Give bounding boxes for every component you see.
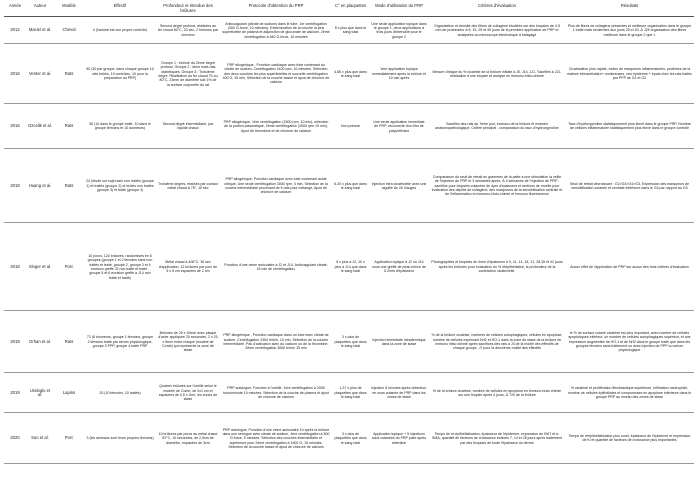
header-year: Année bbox=[4, 2, 26, 17]
cell-protocole: PRP allogénique, Ponction cardiaque avec tube contenant acide citrique, Une seule centrifugation 3000 rpm, 4 min. Sélection de la couche intermédiaire provenant de 6 rats pour mélange, Ajout de chlorure de calcium bbox=[220, 149, 332, 223]
cell-model: Porc bbox=[54, 413, 84, 464]
cell-year: 2016 bbox=[4, 104, 26, 149]
cell-profondeur: Métal chaud à 400°C, 30 sec d'application, 12 brûlures par porc de 5 x 5 cm espacées de 2 cm bbox=[156, 223, 220, 311]
cell-resultats: Plus de fibres de collagène présentes et meilleure organisation dans le groupe 1 traité mais seulement aux jours 25 et 40, À J25 organisation des fibres meilleure dans le groupe 2 que 1 bbox=[565, 17, 694, 44]
cell-resultats: le % de surface cutané cicatrisé est plus important, avec nombre de cellules apoptotiques inférieur, un nombre de cellules autophagiques supérieur, et une expression augmentée de HO-1 et de Nrf2 dans le groupe traité que dans les groupes témoins sans traitement ou avec injection de PPP ou sérum physiologique bbox=[565, 311, 694, 373]
cell-profondeur: Brûlures de 20 x 10mm avec plaque d'acier appliquée 20 secondes, 2 x 20 x 5mm entre chaque (modèle de Comb) qui représente la zone de stase bbox=[156, 311, 220, 373]
table-row bbox=[4, 44, 694, 104]
cell-resultats: % cicatrisé et prolifération fibroblastique supérieure, Infiltration neutrophile, nombre de cellules épithéliales et compromises en apoptose inférieure dans le groupe PRP au niveau des zones de stase bbox=[565, 373, 694, 413]
cell-year: 2020 bbox=[4, 413, 26, 464]
cell-protocole: PRP allogénique , Ponction cardiaque dans un tube avec citrate de sodium, Centrifugation 2400 tr/min, 10 min. Sélection de la couche intermédiaire. Pas d'activation avec du calcium ou de la thrombine, 2ème centrifugation 3600 tr/min 15 min bbox=[220, 311, 332, 373]
cell-author: Orhan et al. bbox=[26, 311, 54, 373]
cell-protocole: Anticoagulant (citrate de sodium) dans le tube, 1er centrifugation (300 G-force, 10 minutes). Extermination de la couche la plus superficielle de plasma et adjonction de gluconate de calcium, 2ème centrifugation à 640 G-force, 10 minutes bbox=[220, 17, 332, 44]
cell-mode: Une seule application topique dans le groupe 1, deux applications à trois jours d'intervalle pour le groupe 2 bbox=[369, 17, 429, 44]
cell-criteres: Comparaison du seuil de retrait en grammes de la patte à une stimulation la veille de l'injection de PRP et 3 semaines après, À 4 semaines de l'injection de PRP : sacrifice pour biopsies cutanées de 4μm d'épaisseur et sections de moelle pour évaluation des dépôts de collagène, des marqueurs de la sensibilisation centrale et de l'inflammation en immuno-histo-chimie et immuno fluorescence bbox=[429, 149, 565, 223]
cell-criteres: Photographies et biopsies de 4mm d'épaisseur à 9, 11, 14, 18, 21, 28,35 et 42 jours après les brûlures pour évaluation du % réépithélialisé, la profondeur de la contraction cicatricielle, bbox=[429, 223, 565, 311]
cell-author: Huang et al. bbox=[26, 149, 54, 223]
cell-resultats: Aucun effet de l'application de PRP sur aucun des trois critères d'évaluation bbox=[565, 223, 694, 311]
cell-effectif: 24 (étude sur sujet sain non traités (groupe 1) et traités (groupe 2) et brûlés non traités (groupe 3) et traité (groupe 4) bbox=[84, 149, 156, 223]
cell-concentration: 3 x plus de plaquettes que dans le sang total bbox=[332, 413, 369, 464]
table-row bbox=[4, 413, 694, 464]
header-profondeur: Profondeur et étendue des brûlures bbox=[156, 2, 220, 17]
cell-model: Rats bbox=[54, 149, 84, 223]
cell-profondeur: Second degré intermédiaire, par liquide chaud bbox=[156, 104, 220, 149]
header-criteres: Critères d'évaluation bbox=[429, 2, 565, 17]
cell-profondeur: Second degré profond, réalisées au fer chaud 80°C, 20 sec, 2 brûlures par cheveux bbox=[156, 17, 220, 44]
cell-criteres: % de la brûlure cicatrisé, nombres de cellules autophagiques, cellules en apoptose, nombre de cellules exprimant Nrf2 et HO-1 dans la zone de stase de la brûlure en immuno histo chimie après sacrifices des rats à J3 de la moitié des effectifs de chaque groupe, J7 pour la deuxième moitié des effectifs bbox=[429, 311, 565, 373]
header-protocole: Protocole d'obtention du PRP bbox=[220, 2, 332, 17]
cell-concentration: 1,37 x plus de plaquettes que dans le sang total bbox=[332, 373, 369, 413]
cell-model: Cheval bbox=[54, 17, 84, 44]
cell-concentration: 6,20 x plus que dans le sang total bbox=[332, 149, 369, 223]
cell-resultats: Taux d'hydroxyproline statistiquement plus élevé dans le groupe PRP, Nombre de cellules inflammatoire statistiquement plus élevé dans le groupe contrôle bbox=[565, 104, 694, 149]
cell-model: Rats bbox=[54, 311, 84, 373]
cell-effectif: 72 (8 donneurs, groupe 1 témoins, groupe 2 témoins traité par sérum physiologique, groupe 3 PPP, groupe 4 traité PRP bbox=[84, 311, 156, 373]
cell-effectif: 30 (10 dans le groupe traité, 10 dans le groupe témoins et 10 donneurs) bbox=[84, 104, 156, 149]
cell-model: Lapins bbox=[54, 373, 84, 413]
cell-author: Uraloglu et al. bbox=[26, 373, 54, 413]
cell-year: 2018 bbox=[4, 149, 26, 223]
cell-author: Sun et al. bbox=[26, 413, 54, 464]
header-mode: Mode d'utilisation du PRP bbox=[369, 2, 429, 17]
cell-criteres: Organisation et densité des fibres de collagène étudiées sur des biopsies de 4-5 mm de profondeur à 5, 15, 25 et 40 jours de la première application de PRP et analysées au microscope électronique à balayage bbox=[429, 17, 565, 44]
cell-profondeur: Troisième degrés, réalisés par contact métal chaud à 75°, 10 sec bbox=[156, 149, 220, 223]
table-header-row bbox=[4, 2, 694, 17]
cell-year: 2019 bbox=[4, 373, 26, 413]
cell-effectif: 20 (10 témoins, 10 traités) bbox=[84, 373, 156, 413]
cell-profondeur: Groupe 1 : brûlure du 2ème degré profond, Groupe 2 : idem mais rats diabétiques, Groupe 3 : Troisième degré. Réalisation au fer chaud 70 ou 80°C, 23mm de diamètre soit 1% de la surface corporelle du rat bbox=[156, 44, 220, 104]
header-concentration: C° en plaquettes bbox=[332, 2, 369, 17]
cell-concentration: 5 x plus à J2, 10 x plus à J14 que dans le sang total bbox=[332, 223, 369, 311]
cell-effectif: 90 (30 par groupe, dans chaque groupe 10 rats brûlés, 10 contrôles, 10 pour la préparation du PRP) bbox=[84, 44, 156, 104]
cell-mode: Une seule application immédiate de PRP, recouverte d'un film de polyuréthane bbox=[369, 104, 429, 149]
cell-protocole: PRP allogénique , Ponction cardiaque avec tube contenant du citrate de sodium, Centrifugation 1400 rpm, 10 minutes. Sélection des deux couches les plus superficielles et nouvelle centrifugation 400 G, 15 min, Sélection de la couche basse et ajout de chlorure de calcium bbox=[220, 44, 332, 104]
cell-profondeur: Quatres brûlures sur l'oreille selon le modèle de Comb, de 2x1 cm et espacées de 0,5 x 2cm, les zones de stase bbox=[156, 373, 220, 413]
cell-author: Maciel et al. bbox=[26, 17, 54, 44]
cell-effectif: 4 (l'animal est son propre contrôle) bbox=[84, 17, 156, 44]
cell-protocole: PRP autologue, Fonction à l'oreille, 1ère centrifugation à 2000 tours/minute 10 minutes, Sélection de la couche de plasma et ajout de chlorure de calcium bbox=[220, 373, 332, 413]
cell-author: Singer et al. bbox=[26, 223, 54, 311]
cell-protocole: PRP autologue, Ponction d'une veine auriculaire 1h après la brûlure dans une seringue avec citrate de sodium, 1ère centrifugation à 500 G-force, 5 minutes, Sélection des couches intermédiaire et supérieure pour 2ème centrifugation à 1500 G, 15 minutes, Sélection de la couche basse et ajout de chlorure de calcium bbox=[220, 413, 332, 464]
cell-year: 2018 bbox=[4, 223, 26, 311]
cell-criteres: Temps de ré-épithélialisation, épaisseur de l'épiderme, expression de Ki67 et α-SMA, quantité de facteurs de croissance évalués 7, 14 et 28 jours après traitement par des biopsies de toute l'épaisseur du derme bbox=[429, 413, 565, 464]
cell-concentration: 4,65 x plus que dans le sang total bbox=[332, 44, 369, 104]
cell-mode: Injection immédiate intradermique dans la zone de stase bbox=[369, 311, 429, 373]
cell-year: 2016 bbox=[4, 44, 26, 104]
cell-author: Venter et al. bbox=[26, 44, 54, 104]
cell-protocole: PRP allogénique, 1ère centrifugation (1500 rpm, 10 min), sélection de la portion plasmatique, 2ème centrifugation (2000 rpm 15 min), Ajout de thrombine et de chlorure de calcium bbox=[220, 104, 332, 149]
cell-resultats: Temps de réépithélialisation plus court, épaisseur de l'épiderme et expression de Ki et quantité de facteurs de croissance plus importantes bbox=[565, 413, 694, 464]
cell-concentration: Non précisé bbox=[332, 104, 369, 149]
cell-model: Porc bbox=[54, 223, 84, 311]
cell-mode: Injection intra cicatricielle avec une aiguille de 26 Gauges bbox=[369, 149, 429, 223]
table-row bbox=[4, 223, 694, 311]
cell-concentration: 3 x plus de plaquettes que dans le sang total bbox=[332, 311, 369, 373]
cell-year: 2019 bbox=[4, 311, 26, 373]
table-row bbox=[4, 149, 694, 223]
cell-mode: 1ère application topique immédiatement après la brûlure et 10 min après bbox=[369, 44, 429, 104]
cell-concentration: 5 x plus que dans le sang total bbox=[332, 17, 369, 44]
header-model: Modèle bbox=[54, 2, 84, 17]
cell-profondeur: 10 brûlures par porcs au métal chaud 92°C, 10 secondes, de 2,5cm de diamètre, espacées de 3cm bbox=[156, 413, 220, 464]
cell-author: Ozcelik et al. bbox=[26, 104, 54, 149]
cell-effectif: 10 porcs, 120 brûlures, randomisés en 6 groupes (groupe 1 et 2 témoins sans non traités et traité, groupe 2, groupe 3 et 4 excision greffe J2 non traité et traité , groupe 5 et 6 excision greffe à J14 non traité et traité) bbox=[84, 223, 156, 311]
table-row bbox=[4, 104, 694, 149]
cell-model: Rats bbox=[54, 104, 84, 149]
cell-protocole: Ponction d'une veine auriculaire à J2 et J14. Anticoagulant citrate, 15 min de centrifugation, bbox=[220, 223, 332, 311]
cell-criteres: % de la brûlure cicatrisé, nombre de cellules en apoptose en immuno histo chimie sur une biopsie après 4 jours, À 72h de la brûlure bbox=[429, 373, 565, 413]
header-effectif: Effectif bbox=[84, 2, 156, 17]
cell-criteres: Mesure clinique du % cicatrisé de la brûlure initiale à J5, J14, J21. Sacrifiés à J21, réalisation d'une biopsie et analyse en immuno-histo-chimie bbox=[429, 44, 565, 104]
cell-mode: Application topique à J2 ou J14 sous une greffe de peau mince de 0,2mm d'épaisseur bbox=[369, 223, 429, 311]
cell-criteres: Sacrifiés des rats au 7ème jour, excision de la brûlure et examen anatomopathologique, Critère principal : comparaison du taux d'hydroxyproline bbox=[429, 104, 565, 149]
cell-model: Rats bbox=[54, 44, 84, 104]
table-row bbox=[4, 311, 694, 373]
cell-year: 2012 bbox=[4, 17, 26, 44]
studies-table bbox=[4, 2, 694, 464]
cell-mode: Injection 8 minutes après obtention, en sous cutanée de PRP dans les zones de stase bbox=[369, 373, 429, 413]
cell-resultats: Seuil de retrait décroissant : G2>G3>G4>G3, Expression des marqueurs de sensibilisation cutanée et centrale inférieure dans le G4 par rapport au G3 bbox=[565, 149, 694, 223]
header-author: Auteur bbox=[26, 2, 54, 17]
header-resultats: Résultats bbox=[565, 2, 694, 17]
table-row bbox=[4, 17, 694, 44]
table-row bbox=[4, 373, 694, 413]
cell-resultats: Cicatrisation plus rapide, moins de marqueurs inflammatoires, protéines de la matrice extracellulaire+ nombreuses, néo épiderme + épais chez les rats traités par PPP de G1 et G2 bbox=[565, 44, 694, 104]
cell-mode: Application topique + 5 injections sous cutanées du PRP juste après obtention bbox=[369, 413, 429, 464]
cell-effectif: 3 (les animaux sont leurs propres témoins) bbox=[84, 413, 156, 464]
